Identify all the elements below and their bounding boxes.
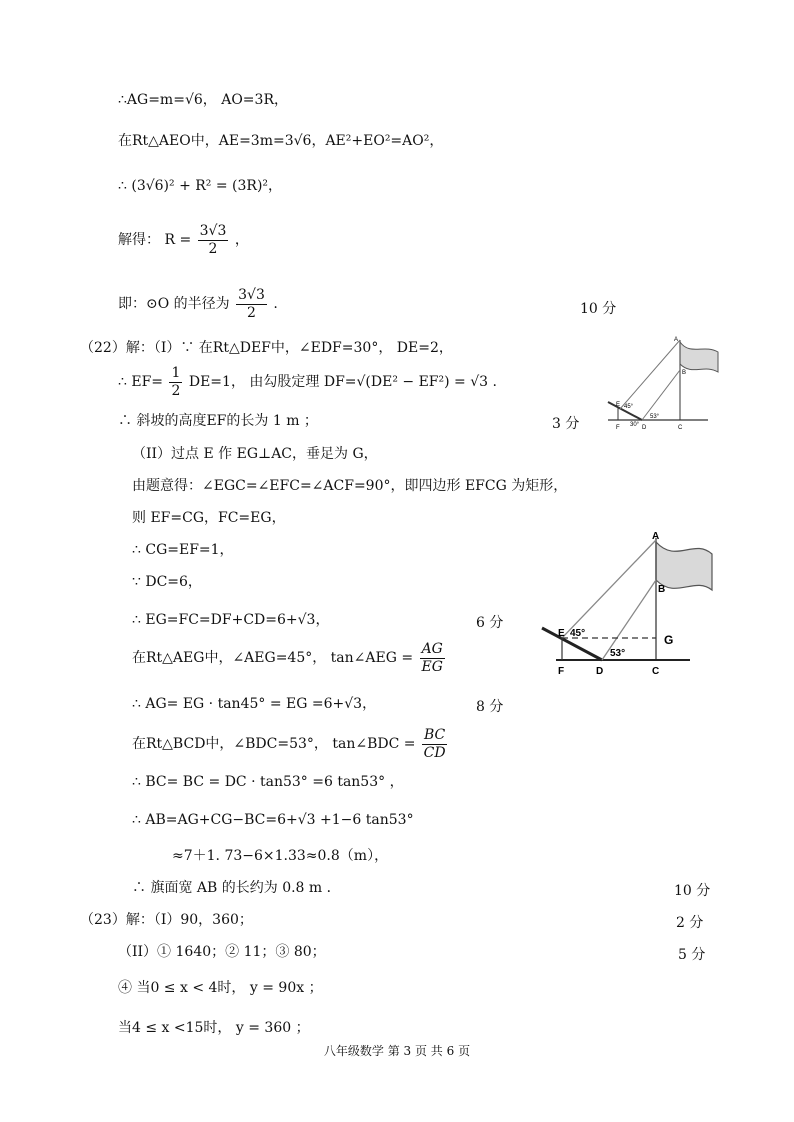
small-label-b: B <box>682 370 687 376</box>
label-b: B <box>658 584 666 595</box>
label-d: D <box>596 666 604 677</box>
points-10a: 10 分 <box>580 301 617 317</box>
q22-line-6: 则 EF=CG，FC=EG， <box>132 510 286 526</box>
large-flag-figure <box>534 528 724 678</box>
small-label-a: A <box>674 337 679 343</box>
q22-line-15: ≈7＋1. 73−6×1.33≈0.8（m）， <box>172 848 389 864</box>
flag-shape <box>680 342 718 372</box>
points-3: 3 分 <box>552 416 580 432</box>
q22-line-7: ∴ CG=EF=1， <box>132 542 234 558</box>
q23-line-1: （23）解：（I）90，360； <box>80 912 253 928</box>
small-angle-30: 30° <box>630 422 640 428</box>
q22-line-12: 在Rt△BCD中，∠BDC=53°， tan∠BDC = $\frac{BC}{CD}$ <box>132 726 446 761</box>
q23-line-2: （II）① 1640；② 11；③ 80； <box>118 944 326 960</box>
fraction: $\frac{3√3}{2}$ <box>238 286 265 321</box>
q22-line-10: 在Rt△AEG中，∠AEG=45°， tan∠AEG = $\frac{AG}{EG}$ <box>132 640 443 675</box>
small-flag-figure <box>604 334 724 434</box>
points-8: 8 分 <box>476 699 504 715</box>
flag-shape <box>656 542 712 590</box>
line-1: ∴AG=m=√6， AO=3R， <box>118 92 288 108</box>
q22-line-9: ∴ EG=FC=DF+CD=6+√3， <box>132 612 330 628</box>
fraction: $\frac{BC}{CD}$ <box>423 726 446 761</box>
small-label-e: E <box>616 402 621 408</box>
small-label-c: C <box>678 425 683 431</box>
line-4: 解得： R = $\frac{3√3}{2}$ ， <box>118 222 249 257</box>
angle-45: 45° <box>570 628 586 639</box>
small-angle-53: 53° <box>650 414 660 420</box>
fraction: $\frac{3√3}{2}$ <box>199 222 227 257</box>
fraction: $\frac{AG}{EG}$ <box>421 640 443 675</box>
q22-line-2: ∴ EF= $\frac{1}{2}$ DE=1， 由勾股定理 DF=√(DE² − EF²) = √3 . <box>118 364 497 399</box>
q22-line-16: ∴ 旗面宽 AB 的长约为 0.8 m ． <box>132 880 341 896</box>
q22-line-14: ∴ AB=AG+CG−BC=6+√3 +1−6 tan53° <box>132 812 414 828</box>
small-label-d: D <box>642 425 647 431</box>
q22-line-4: （II）过点 E 作 EG⊥AC，垂足为 G， <box>132 446 378 462</box>
q22-line-3: ∴ 斜坡的高度EF的长为 1 m ； <box>118 413 318 429</box>
label-e: E <box>558 628 565 639</box>
label-f: F <box>558 666 565 677</box>
small-label-f: F <box>616 425 620 431</box>
q22-line-13: ∴ BC= BC = DC · tan53° =6 tan53° ， <box>132 774 404 790</box>
points-2: 2 分 <box>676 915 704 931</box>
q23-line-3: ④ 当0 ≤ x < 4时， y = 90x ； <box>118 980 323 996</box>
fraction: $\frac{1}{2}$ <box>171 364 181 399</box>
label-g: G <box>664 633 674 647</box>
line-3: ∴ (3√6)² + R² = (3R)²， <box>118 178 283 194</box>
angle-53: 53° <box>610 648 626 659</box>
label-c: C <box>652 666 660 677</box>
points-5: 5 分 <box>678 947 706 963</box>
line-5: 即：⊙O 的半径为 $\frac{3√3}{2}$ . <box>118 286 278 321</box>
q22-line-1: （22）解：（I）∵ 在Rt△DEF中，∠EDF=30°， DE=2， <box>80 340 453 356</box>
label-a: A <box>652 531 660 542</box>
q22-line-5: 由题意得：∠EGC=∠EFC=∠ACF=90°，即四边形 EFCG 为矩形， <box>132 478 568 494</box>
points-10b: 10 分 <box>674 883 711 899</box>
q23-line-4: 当4 ≤ x <15时， y = 360 ； <box>118 1020 310 1036</box>
small-angle-45: 45° <box>624 404 634 410</box>
points-6: 6 分 <box>476 615 504 631</box>
q22-line-8: ∵ DC=6， <box>132 574 202 590</box>
line-2: 在Rt△AEO中，AE=3m=3√6，AE²+EO²=AO²， <box>118 133 444 149</box>
page-footer: 八年级数学 第 3 页 共 6 页 <box>323 1044 471 1058</box>
q22-line-11: ∴ AG= EG · tan45° = EG =6+√3， <box>132 696 377 712</box>
